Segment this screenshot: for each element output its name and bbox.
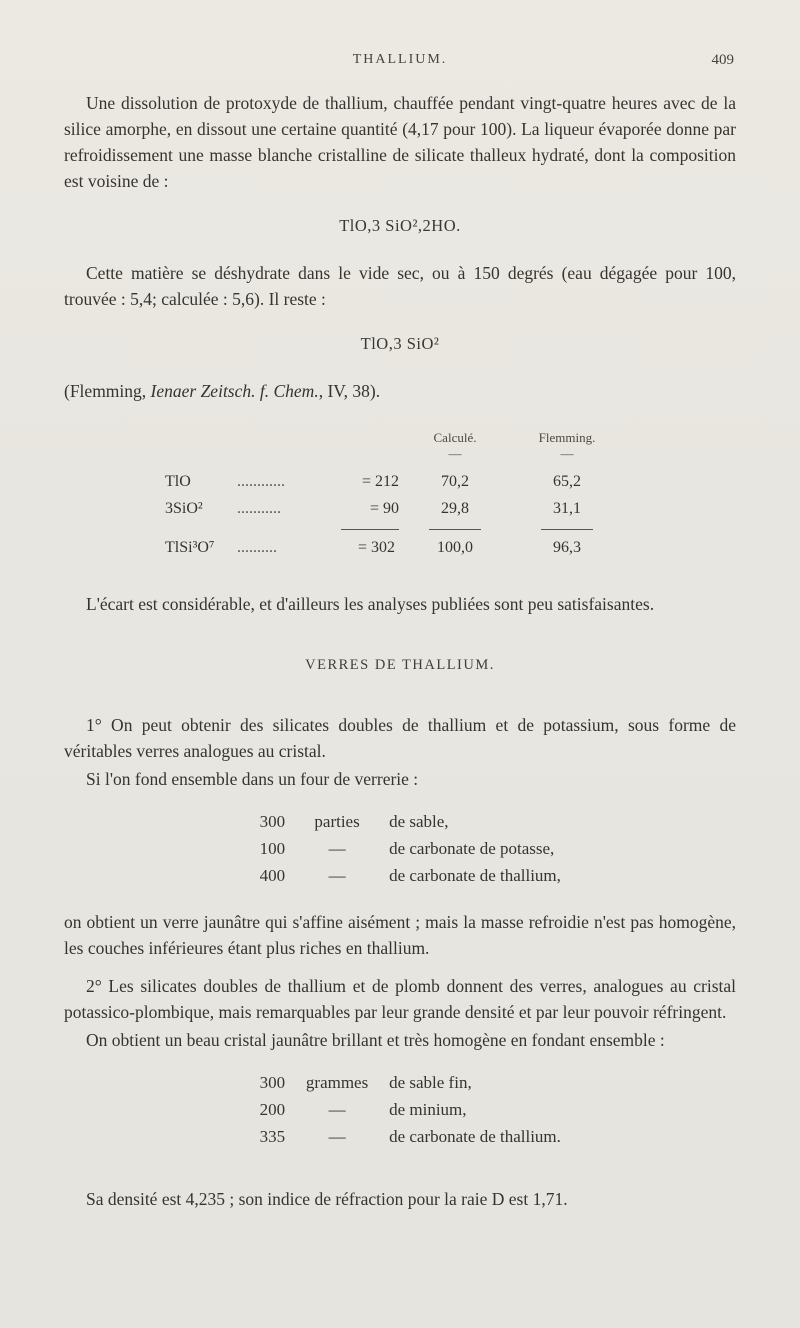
column-header-calcule-dash: — bbox=[448, 446, 462, 461]
recipe-item bbox=[239, 1123, 561, 1150]
recipe-unit: — bbox=[328, 1100, 346, 1119]
paragraph-verre-jaunatre: on obtient un verre jaunâtre qui s'affine aisément ; mais la masse refroidie n'est pas homogène, les couches inférieures étant plus riches en thallium. bbox=[64, 912, 736, 958]
total-calculated-value bbox=[399, 529, 511, 561]
recipe-unit: — bbox=[328, 839, 346, 858]
recipe-ingredient: de sable fin, bbox=[389, 1073, 472, 1092]
total-flemming-number: 96,3 bbox=[541, 529, 593, 561]
total-equivalent-value: = 302 bbox=[341, 529, 399, 561]
paragraph-densite: Sa densité est 4,235 ; son indice de réfraction pour la raie D est 1,71. bbox=[86, 1189, 568, 1209]
table-row bbox=[165, 468, 635, 495]
reference-citation bbox=[64, 378, 736, 404]
paragraph-silicates-doubles: 1° On peut obtenir des silicates doubles de thallium et de potassium, sous forme de véritables verres analogues au cristal. bbox=[64, 715, 736, 761]
row-formula: 3SiO² bbox=[165, 500, 203, 517]
row-leader-dots: ........... bbox=[237, 500, 281, 517]
recipe-list-glass bbox=[239, 808, 561, 889]
recipe-ingredient: de carbonate de thallium, bbox=[389, 866, 561, 885]
paragraph-beau-cristal: On obtient un beau cristal jaunâtre brillant et très homogène en fondant ensemble : bbox=[86, 1030, 665, 1050]
table-header-row bbox=[165, 430, 635, 462]
recipe-quantity: 100 bbox=[259, 839, 286, 858]
recipe-item bbox=[239, 1096, 561, 1123]
row-calculated-value: 29,8 bbox=[441, 500, 469, 517]
recipe-item bbox=[239, 808, 561, 835]
row-flemming-value: 31,1 bbox=[553, 500, 581, 517]
recipe-quantity: 300 bbox=[259, 1073, 286, 1092]
row-formula: TlO bbox=[165, 473, 191, 490]
recipe-item bbox=[239, 1069, 561, 1096]
table-row bbox=[165, 495, 635, 522]
total-formula: TlSi³O⁷ bbox=[165, 539, 215, 556]
analysis-table bbox=[165, 430, 635, 561]
reference-journal: Ienaer Zeitsch. f. Chem. bbox=[150, 381, 319, 401]
vertical-spacer bbox=[64, 963, 736, 973]
total-flemming-value bbox=[511, 529, 623, 561]
recipe-unit: — bbox=[328, 866, 346, 885]
reference-post: , IV, 38). bbox=[318, 381, 381, 401]
column-header-calcule-label: Calculé. bbox=[433, 430, 477, 445]
recipe-quantity: 335 bbox=[259, 1127, 286, 1146]
row-equivalent: = 212 bbox=[361, 473, 399, 490]
reference-pre: (Flemming, bbox=[64, 381, 151, 401]
paragraph-four-verrerie: Si l'on fond ensemble dans un four de verrerie : bbox=[86, 769, 419, 789]
recipe-quantity: 300 bbox=[259, 812, 286, 831]
recipe-ingredient: de sable, bbox=[389, 812, 449, 831]
recipe-quantity: 200 bbox=[259, 1100, 286, 1119]
paragraph-silicates-plomb: 2° Les silicates doubles de thallium et de plomb donnent des verres, analogues au cristal potassico-plombique, mais remarquables par leur grande densité et par leur pouvoir réfringent. bbox=[64, 976, 736, 1022]
recipe-unit: parties bbox=[314, 812, 360, 831]
recipe-unit: — bbox=[328, 1127, 346, 1146]
running-head-title: THALLIUM. bbox=[352, 52, 448, 67]
paragraph-ecart: L'écart est considérable, et d'ailleurs les analyses publiées sont peu satisfaisantes. bbox=[86, 594, 655, 614]
vertical-spacer bbox=[64, 1170, 736, 1186]
column-header-calcule bbox=[399, 430, 511, 462]
recipe-ingredient: de minium, bbox=[389, 1100, 467, 1119]
formula-anhydrous-silicate: TlO,3 SiO² bbox=[360, 334, 440, 353]
total-equivalent bbox=[341, 529, 399, 561]
page-number: 409 bbox=[711, 52, 734, 68]
total-leader-dots: .......... bbox=[237, 539, 277, 556]
column-header-flemming-dash: — bbox=[560, 446, 574, 461]
paragraph-dissolution: Une dissolution de protoxyde de thallium, chauffée pendant vingt-quatre heures avec de la silice amorphe, en dissout une certaine quantité (4,17 pour 100). La liqueur évaporée donne par refroidissement une masse blanche cristalline de silicate thalleux hydraté, dont la composition est voisine de : bbox=[64, 93, 736, 191]
row-flemming-value: 65,2 bbox=[553, 473, 581, 490]
table-total-row bbox=[165, 529, 635, 561]
recipe-quantity: 400 bbox=[259, 866, 286, 885]
column-header-flemming bbox=[511, 430, 623, 462]
recipe-item bbox=[239, 835, 561, 862]
recipe-ingredient: de carbonate de potasse, bbox=[389, 839, 555, 858]
column-header-flemming-label: Flemming. bbox=[538, 430, 596, 445]
formula-hydrated-silicate: TlO,3 SiO²,2HO. bbox=[339, 216, 461, 235]
paragraph-dehydration: Cette matière se déshydrate dans le vide sec, ou à 150 degrés (eau dégagée pour 100, trouvée : 5,4; calculée : 5,6). Il reste : bbox=[64, 263, 736, 309]
recipe-unit: grammes bbox=[305, 1073, 369, 1092]
row-calculated-value: 70,2 bbox=[441, 473, 469, 490]
section-title-verres: VERRES DE THALLIUM. bbox=[305, 657, 495, 673]
recipe-ingredient: de carbonate de thallium. bbox=[389, 1127, 561, 1146]
total-calculated-number: 100,0 bbox=[429, 529, 481, 561]
recipe-list-crystal bbox=[239, 1069, 561, 1150]
running-head bbox=[64, 52, 736, 74]
recipe-item bbox=[239, 862, 561, 889]
row-leader-dots: ............ bbox=[237, 473, 285, 490]
row-equivalent: = 90 bbox=[369, 500, 399, 517]
